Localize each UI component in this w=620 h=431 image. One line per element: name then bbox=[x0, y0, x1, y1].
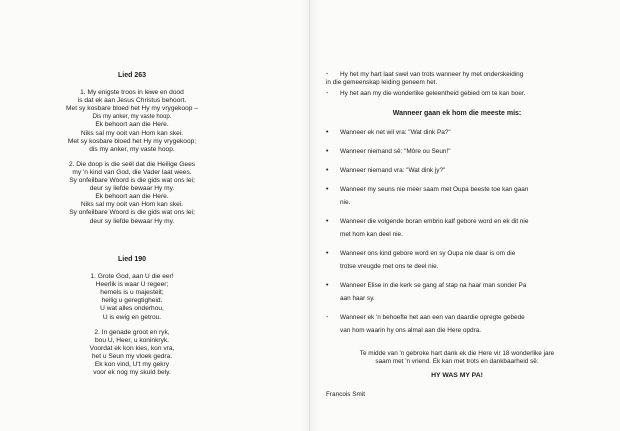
text-line: trotse vreugde met ons te deel nie. bbox=[340, 263, 439, 270]
bullet-icon: • bbox=[326, 218, 329, 225]
page-fold bbox=[300, 0, 320, 431]
bullet-icon: • bbox=[326, 129, 329, 136]
list-item bbox=[326, 218, 588, 244]
verse-line: my 'n kind van God, die Vader laat wees. bbox=[72, 168, 192, 176]
list-item bbox=[326, 314, 588, 340]
text-line: Hy het aan my die wonderlike geleentheid gebied om te kan boer. bbox=[340, 90, 526, 97]
text-line: Wanneer ek net wil vra: "Wat dink Pa?" bbox=[340, 129, 451, 136]
text-line: aan haar sy. bbox=[340, 295, 375, 302]
verse-line: Niks sal my ooit van Hom kan skei. bbox=[80, 129, 184, 137]
hymn-verse-1 bbox=[20, 273, 244, 322]
verse-line: 2. In genade groot en ryk, bbox=[94, 328, 170, 336]
text-line: Wanneer niemand vra: "Wat dink jy?" bbox=[340, 167, 446, 174]
text-line: saam met 'n vriend. Ek kan met trots en dankbaarheid sê: bbox=[375, 358, 539, 365]
list-item bbox=[326, 167, 588, 180]
dash-icon: - bbox=[326, 314, 329, 321]
hymn-190 bbox=[20, 256, 244, 384]
list-item bbox=[326, 282, 588, 308]
list-item bbox=[326, 129, 588, 142]
verse-line: het u Seun my vloek gedra. bbox=[91, 352, 173, 360]
list-item bbox=[326, 250, 588, 276]
verse-line: deur sy liefde bewaar Hy my. bbox=[89, 217, 175, 225]
dash-icon: - bbox=[326, 90, 329, 97]
verse-line: Niks sal my ooit van Hom kan skei. bbox=[80, 201, 184, 209]
verse-line: 2. Die doop is die seël dat die Heilige Gees bbox=[68, 160, 196, 168]
intro-paragraph bbox=[326, 90, 588, 98]
verse-line: Heerlik is waar U regeer; bbox=[95, 281, 169, 289]
verse-line: Voordat ek kon kies, kon vra, bbox=[89, 344, 175, 352]
tribute-text bbox=[326, 71, 588, 399]
hymn-title: Lied 263 bbox=[117, 72, 146, 79]
verse-line: voor ek nog my skuld bely. bbox=[93, 369, 171, 377]
text-line: met hom kan deel nie. bbox=[340, 231, 403, 238]
verse-line: is dat ek aan Jesus Christus behoort. bbox=[77, 97, 187, 105]
verse-line: Met sy kosbare bloed het Hy my vrygekoop – bbox=[66, 105, 198, 113]
bullet-icon: • bbox=[326, 250, 329, 257]
text-line: Wanneer ons kind gebore word en sy Oupa nie daar is om die bbox=[340, 250, 516, 257]
hymn-title: Lied 190 bbox=[117, 256, 146, 263]
verse-line: 1. My enigste troos in lewe en dood bbox=[80, 89, 184, 97]
verse-line: dis my anker, my vaste hoop. bbox=[89, 145, 175, 153]
bullet-icon: • bbox=[326, 282, 329, 289]
text-line: Wanneer Elise in die kerk se gang af stap na haar man sonder Pa bbox=[340, 282, 527, 289]
text-line: nie. bbox=[340, 199, 351, 206]
closing-paragraph bbox=[326, 350, 588, 380]
hymn-verse-2 bbox=[20, 329, 244, 378]
bullet-icon: • bbox=[326, 186, 329, 193]
verse-line: Met sy kosbare bloed het Hy my vrygekoop; bbox=[67, 137, 197, 145]
text-line: Wanneer die volgende boran embrio kalf gebore word en ek dit nie bbox=[340, 218, 529, 225]
intro-paragraph bbox=[326, 71, 588, 87]
verse-line: Ek kon vind, U't my gekry bbox=[94, 361, 170, 369]
hymn-263 bbox=[20, 72, 244, 233]
bullet-list bbox=[326, 129, 588, 340]
hymn-verse-2 bbox=[20, 161, 244, 226]
verse-line: Dis my anker, my vaste hoop. bbox=[92, 114, 172, 121]
list-item bbox=[326, 148, 588, 161]
verse-line: Ek behoort aan die Here. bbox=[95, 193, 169, 201]
text-line: van hom waarin hy ons almal aan die Here opdra. bbox=[340, 327, 482, 334]
verse-line: Sy onfeilbare Woord is die gids wat ons lei; bbox=[69, 177, 195, 185]
verse-line: heilig u geregtigheid. bbox=[101, 297, 163, 305]
verse-line: Ek behoort aan die Here. bbox=[95, 121, 169, 129]
text-line: Wanneer ek 'n behoefte het aan een van daardie opregte gebede bbox=[340, 314, 525, 321]
closing-title: HY WAS MY PA! bbox=[431, 372, 483, 379]
verse-line: 1. Grote God, aan U die eer! bbox=[90, 273, 174, 281]
text-line: Hy het my hart laat swel van trots wanneer hy met onderskeiding bbox=[340, 71, 524, 78]
text-line: Wanneer niemand sê: "Môre ou Seun!" bbox=[340, 148, 451, 155]
verse-line: U wat alles onderhou, bbox=[100, 305, 164, 313]
verse-line: U is ewig en getrou. bbox=[102, 313, 162, 321]
verse-line: Sy onfeilbare Woord is die gids wat ons lei; bbox=[69, 209, 195, 217]
verse-line: deur sy liefde bewaar Hy my. bbox=[89, 185, 175, 193]
verse-line: hemels is u majesteit; bbox=[100, 289, 164, 297]
text-line: Wanneer my seuns nie meer saam met Oupa beeste toe kan gaan bbox=[340, 186, 529, 193]
bullet-icon: • bbox=[326, 148, 329, 155]
section-heading: Wanneer gaan ek hom die meeste mis: bbox=[392, 110, 522, 117]
text-line: in die gemeenskap leiding geneem het. bbox=[326, 79, 438, 86]
signature-name: Francois Smit bbox=[326, 391, 366, 398]
text-line: Te midde van 'n gebroke hart dank ek die Here vir 18 wonderlike jare bbox=[359, 350, 555, 357]
hymn-verse-1 bbox=[20, 89, 244, 154]
list-item bbox=[326, 186, 588, 212]
bullet-icon: • bbox=[326, 167, 329, 174]
dash-icon: - bbox=[326, 71, 329, 78]
verse-line: bou U, Heer, u koninkryk. bbox=[94, 336, 170, 344]
